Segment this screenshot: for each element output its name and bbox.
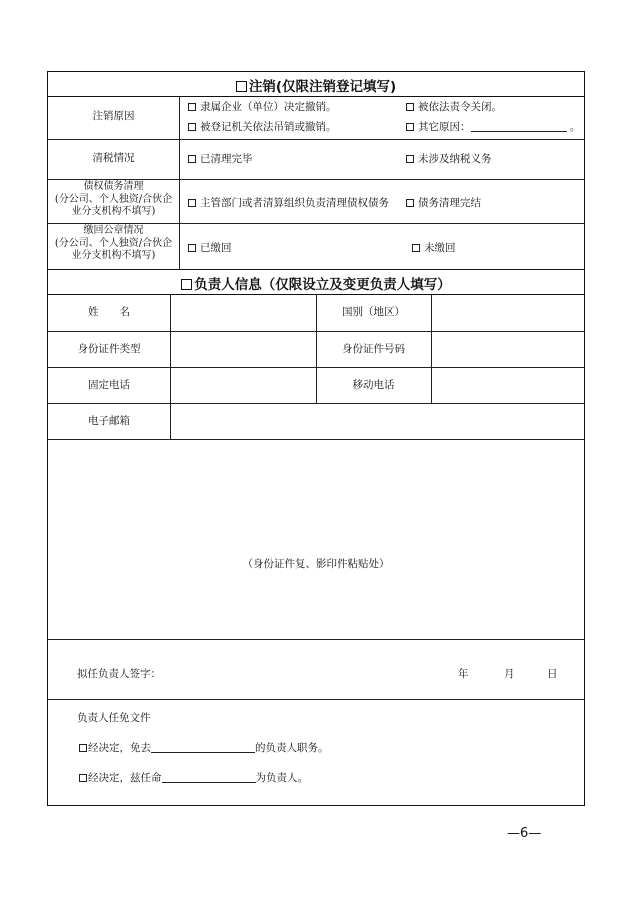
signature-field[interactable] bbox=[168, 660, 438, 688]
name-label: 姓 名 bbox=[88, 306, 130, 318]
year-label: 年 bbox=[458, 668, 469, 680]
manager-section-checkbox[interactable] bbox=[181, 279, 192, 290]
phone-field[interactable] bbox=[171, 368, 316, 403]
debt-label: 债权债务清理 (分公司、个人独资/合伙企 业分支机构不填写) bbox=[54, 181, 173, 217]
debt-option-completed[interactable]: 债务清理完结 bbox=[406, 197, 481, 210]
day-label: 日 bbox=[547, 668, 558, 680]
phone-label: 固定电话 bbox=[88, 379, 130, 391]
country-field[interactable] bbox=[432, 295, 584, 331]
checkbox-icon[interactable] bbox=[188, 123, 196, 131]
checkbox-icon[interactable] bbox=[406, 123, 414, 131]
tax-option-none[interactable]: 未涉及纳税义务 bbox=[406, 153, 492, 166]
month-label: 月 bbox=[504, 668, 515, 680]
checkbox-icon[interactable] bbox=[406, 199, 414, 207]
email-label: 电子邮箱 bbox=[88, 415, 130, 427]
checkbox-icon[interactable] bbox=[188, 199, 196, 207]
tax-option-cleared[interactable]: 已清理完毕 bbox=[188, 153, 253, 166]
appointment-title: 负责人任免文件 bbox=[77, 712, 151, 724]
cancel-reason-label: 注销原因 bbox=[92, 110, 135, 122]
seal-label: 缴回公章情况 (分公司、个人独资/合伙企 业分支机构不填写) bbox=[54, 225, 173, 261]
dismiss-name-field[interactable] bbox=[151, 742, 255, 753]
mobile-field[interactable] bbox=[432, 368, 584, 403]
id-type-field[interactable] bbox=[171, 332, 316, 367]
id-number-field[interactable] bbox=[432, 332, 584, 367]
debt-option-organization[interactable]: 主管部门或者清算组织负责清理债权债务 bbox=[188, 197, 389, 210]
appoint-name-field[interactable] bbox=[162, 772, 256, 783]
other-reason-field[interactable] bbox=[471, 121, 567, 132]
registration-form bbox=[47, 71, 585, 806]
cancel-section-title: 注销(仅限注销登记填写) bbox=[48, 75, 584, 95]
email-field[interactable] bbox=[171, 404, 584, 439]
reason-option-other[interactable]: 其它原因： 。 bbox=[406, 121, 580, 134]
checkbox-icon[interactable] bbox=[79, 774, 87, 782]
tax-label: 清税情况 bbox=[92, 152, 135, 164]
dismiss-statement[interactable]: 经决定，免去 的负责人职务。 bbox=[79, 742, 329, 755]
checkbox-icon[interactable] bbox=[412, 244, 420, 252]
checkbox-icon[interactable] bbox=[79, 744, 87, 752]
country-label: 国别（地区） bbox=[342, 306, 405, 318]
seal-option-not-returned[interactable]: 未缴回 bbox=[412, 242, 456, 255]
checkbox-icon[interactable] bbox=[406, 155, 414, 163]
seal-option-returned[interactable]: 已缴回 bbox=[188, 242, 232, 255]
cancel-section-checkbox[interactable] bbox=[236, 81, 247, 92]
signature-label: 拟任负责人签字： bbox=[77, 668, 161, 680]
reason-option-revoked-by-authority[interactable]: 被登记机关依法吊销或撤销。 bbox=[188, 121, 337, 134]
page-number: —6— bbox=[507, 826, 542, 841]
id-type-label: 身份证件类型 bbox=[77, 343, 141, 355]
appoint-statement[interactable]: 经决定，兹任命 为负责人。 bbox=[79, 772, 308, 785]
checkbox-icon[interactable] bbox=[188, 155, 196, 163]
reason-option-closed[interactable]: 被依法责令关闭。 bbox=[406, 101, 502, 114]
checkbox-icon[interactable] bbox=[188, 103, 196, 111]
id-paste-area-label: （身份证件复、影印件粘贴处） bbox=[242, 558, 390, 570]
id-number-label: 身份证件号码 bbox=[342, 343, 405, 355]
id-paste-area[interactable] bbox=[48, 440, 584, 639]
reason-option-revoke[interactable]: 隶属企业（单位）决定撤销。 bbox=[188, 101, 337, 114]
checkbox-icon[interactable] bbox=[406, 103, 414, 111]
name-field[interactable] bbox=[171, 295, 316, 331]
mobile-label: 移动电话 bbox=[352, 379, 395, 391]
checkbox-icon[interactable] bbox=[188, 244, 196, 252]
manager-section-title: 负责人信息（仅限设立及变更负责人填写） bbox=[48, 273, 584, 293]
